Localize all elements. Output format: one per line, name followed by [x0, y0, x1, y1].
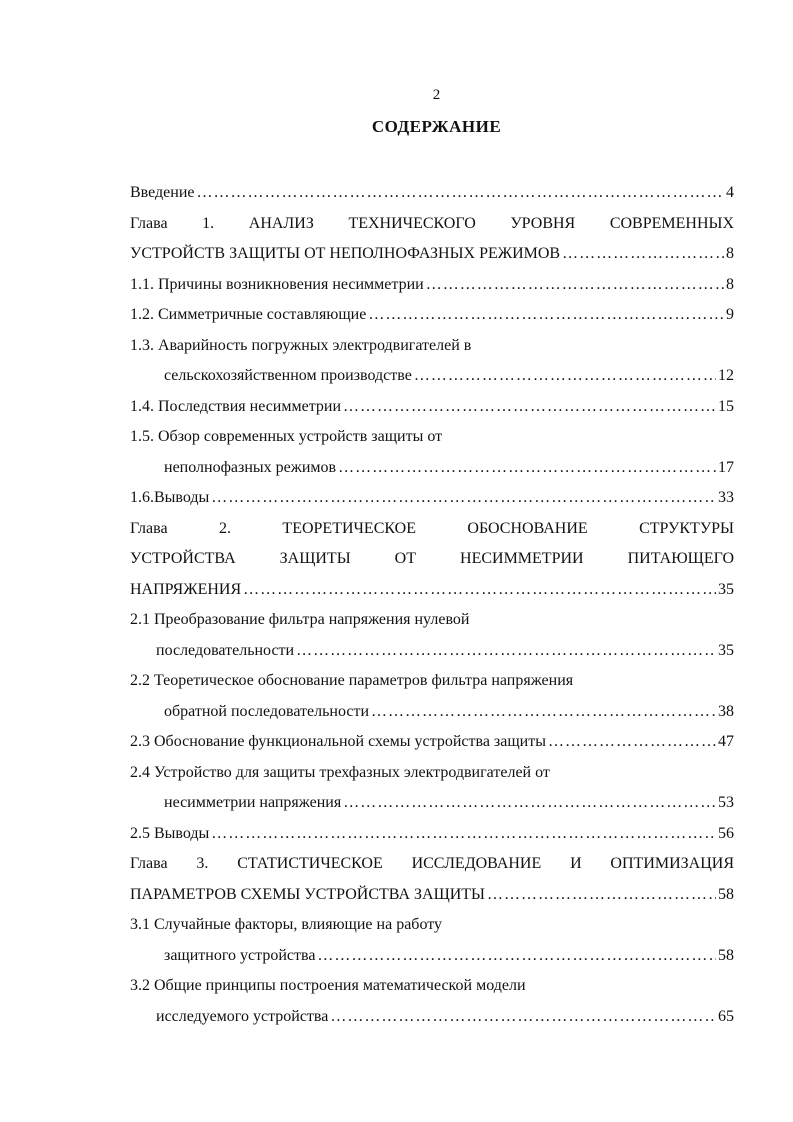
toc-entry-chapter-2-line-3: [130, 575, 734, 606]
toc-entry-page: 9: [726, 306, 734, 323]
toc-entry-2-4-line-1: [130, 758, 734, 789]
toc-entry-text: 3.1 Случайные факторы, влияющие на работу: [130, 916, 443, 933]
toc-entry-2-2-line-1: [130, 666, 734, 697]
toc-entry-3-2-line-2: [130, 1002, 734, 1033]
leader-dots: [296, 636, 716, 667]
toc-entry-3-1-line-2: [130, 941, 734, 972]
toc-entry-page: 35: [718, 641, 734, 659]
toc-entry-text: Введение: [130, 184, 195, 201]
toc-entry-text: 2.3 Обоснование функциональной схемы устройства защиты: [130, 733, 546, 750]
toc-entry-chapter-1-line-2: [130, 239, 734, 270]
toc-entry-page: 4: [726, 184, 734, 201]
toc-entry-1-1: [130, 270, 734, 301]
toc-entry-text: последовательности: [156, 641, 295, 659]
toc-entry-1-5-line-2: [130, 453, 734, 484]
toc-entry-1-5-line-1: [130, 422, 734, 453]
toc-entry-text: 1.2. Симметричные составляющие: [130, 306, 367, 323]
table-of-contents: [130, 178, 734, 1032]
toc-entry-chapter-2-line-1: [130, 514, 734, 545]
leader-dots: [414, 361, 716, 392]
toc-entry-page: 65: [718, 1007, 734, 1025]
toc-entry-text: 2.2 Теоретическое обоснование параметров фильтра напряжения: [130, 672, 574, 689]
toc-entry-page: 53: [718, 794, 734, 811]
toc-entry-text: Глава 3. СТАТИСТИЧЕСКОЕ ИССЛЕДОВАНИЕ И ОПТИМИЗАЦИЯ: [130, 855, 734, 872]
toc-entry-text: обратной последовательности: [164, 702, 370, 720]
leader-dots: [330, 1002, 716, 1033]
leader-dots: [548, 727, 716, 758]
leader-dots: [211, 483, 716, 514]
toc-entry-text: ПАРАМЕТРОВ СХЕМЫ УСТРОЙСТВА ЗАЩИТЫ: [130, 885, 486, 903]
toc-entry-text: несимметрии напряжения: [164, 794, 342, 811]
toc-entry-3-2-line-1: [130, 971, 734, 1002]
toc-entry-page: 8: [726, 275, 734, 293]
leader-dots: [562, 239, 724, 270]
toc-entry-text: 1.3. Аварийность погружных электродвигателей в: [130, 336, 472, 354]
toc-entry-1-3-line-1: [130, 331, 734, 362]
toc-entry-page: 56: [718, 824, 734, 842]
toc-entry-page: 35: [718, 580, 734, 598]
leader-dots: [317, 941, 716, 972]
toc-entry-2-4-line-2: [130, 788, 734, 819]
page-title: СОДЕРЖАНИЕ: [371, 117, 502, 136]
toc-entry-chapter-2-line-2: [130, 544, 734, 575]
toc-entry-page: 38: [718, 702, 734, 720]
toc-entry-text: 2.4 Устройство для защиты трехфазных электродвигателей от: [130, 763, 550, 781]
toc-entry-2-2-line-2: [130, 697, 734, 728]
toc-entry-text: сельскохозяйственном производстве: [164, 367, 412, 384]
toc-entry-1-6: [130, 483, 734, 514]
toc-entry-text: 3.2 Общие принципы построения математической модели: [130, 977, 526, 994]
toc-entry-text: исследуемого устройства: [156, 1007, 329, 1025]
leader-dots: [343, 392, 716, 423]
toc-entry-1-2: [130, 300, 734, 331]
toc-entry-1-3-line-2: [130, 361, 734, 392]
toc-entry-page: 15: [718, 397, 734, 415]
toc-entry-introduction: [130, 178, 734, 209]
leader-dots: [371, 697, 716, 728]
toc-entry-1-4: [130, 392, 734, 423]
toc-entry-chapter-3-line-2: [130, 880, 734, 911]
toc-entry-chapter-3-line-1: [130, 849, 734, 880]
leader-dots: [487, 880, 716, 911]
toc-entry-text: 2.1 Преобразование фильтра напряжения нулевой: [130, 611, 470, 628]
toc-entry-text: 1.6.Выводы: [130, 489, 210, 506]
toc-entry-page: 58: [718, 946, 734, 964]
leader-dots: [343, 788, 716, 819]
toc-entry-page: 58: [718, 885, 734, 903]
toc-entry-text: защитного устройства: [164, 946, 316, 964]
toc-entry-page: 17: [718, 458, 734, 476]
toc-entry-page: 8: [726, 245, 734, 262]
toc-entry-page: 33: [718, 489, 734, 506]
toc-entry-page: 47: [718, 733, 734, 750]
leader-dots: [243, 575, 716, 606]
leader-dots: [211, 819, 716, 850]
toc-entry-page: 12: [718, 367, 734, 384]
toc-entry-2-1-line-1: [130, 605, 734, 636]
toc-entry-2-3: [130, 727, 734, 758]
toc-entry-3-1-line-1: [130, 910, 734, 941]
toc-entry-2-5: [130, 819, 734, 850]
toc-entry-chapter-1-line-1: [130, 209, 734, 240]
page-number: 2: [432, 87, 441, 103]
toc-entry-text: НАПРЯЖЕНИЯ: [130, 580, 242, 598]
toc-entry-text: Глава 2. ТЕОРЕТИЧЕСКОЕ ОБОСНОВАНИЕ СТРУКТУРЫ: [130, 519, 734, 537]
toc-entry-text: 1.4. Последствия несимметрии: [130, 397, 342, 415]
leader-dots: [197, 178, 725, 209]
toc-entry-text: 1.5. Обзор современных устройств защиты от: [130, 428, 443, 445]
leader-dots: [338, 453, 716, 484]
leader-dots: [368, 300, 724, 331]
toc-entry-text: 2.5 Выводы: [130, 824, 210, 842]
toc-entry-text: УСТРОЙСТВ ЗАЩИТЫ ОТ НЕПОЛНОФАЗНЫХ РЕЖИМОВ: [130, 245, 561, 262]
toc-entry-2-1-line-2: [130, 636, 734, 667]
leader-dots: [426, 270, 724, 301]
toc-entry-text: УСТРОЙСТВА ЗАЩИТЫ ОТ НЕСИММЕТРИИ ПИТАЮЩЕГО: [130, 550, 734, 567]
toc-entry-text: 1.1. Причины возникновения несимметрии: [130, 275, 424, 293]
toc-entry-text: неполнофазных режимов: [164, 458, 337, 476]
toc-entry-text: Глава 1. АНАЛИЗ ТЕХНИЧЕСКОГО УРОВНЯ СОВРЕМЕННЫХ: [130, 214, 734, 232]
